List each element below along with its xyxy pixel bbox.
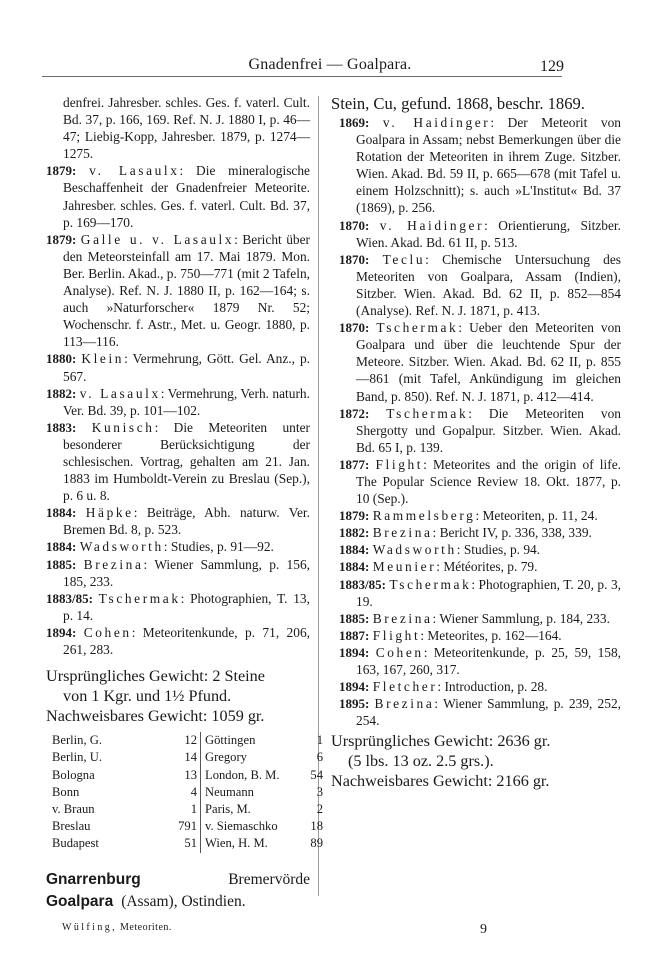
collection-weight: 2: [316, 801, 323, 816]
collection-weight: 4: [190, 784, 197, 799]
right-bibliography: [339, 114, 621, 729]
page-footer: [62, 922, 172, 933]
running-title: Gnadenfrei — Goalpara.: [248, 56, 412, 73]
entry-year: 1884:: [46, 505, 77, 521]
entry-text: : Wiener Sammlung, p. 239, 252, 254.: [356, 696, 621, 729]
collection-name: Neumann: [205, 784, 254, 799]
bibliography-entry: [339, 251, 621, 319]
entry-text: : Vermehrung, Gött. Gel. Anz., p. 567.: [63, 351, 310, 384]
entry-author: v. Haidinger: [379, 217, 485, 233]
entry-year: 1885:: [339, 610, 370, 626]
collection-weight: 6: [316, 750, 323, 765]
left-weights: [46, 666, 310, 726]
collection-name: Berlin, G.: [52, 733, 103, 748]
collection-name: v. Siemaschko: [205, 819, 278, 834]
entry-author: Tschermak: [386, 405, 469, 421]
collection-weight: 1: [190, 801, 197, 816]
bibliography-entry: [339, 524, 621, 541]
entry-year: 1883/85:: [339, 576, 386, 592]
entry-year: 1877:: [339, 456, 370, 472]
bibliography-entry: [46, 231, 310, 351]
collections-table: [52, 732, 323, 852]
entry-text: : Meteoritenkunde, p. 25, 59, 158, 163, 167, 260, 317.: [356, 644, 621, 677]
entry-year: 1894:: [46, 624, 77, 640]
collection-weight: 14: [184, 750, 197, 765]
bibliography-entry: [46, 556, 310, 590]
bibliography-entry: [339, 576, 621, 610]
entry-year: 1870:: [339, 217, 370, 233]
bibliography-entry: [46, 385, 310, 419]
entry-year: 1869:: [339, 115, 370, 130]
bibliography-entry: [339, 627, 621, 644]
entry-author: Kunisch: [91, 419, 155, 435]
entry-author: Teclu: [382, 251, 426, 267]
entry-text: : Beiträge, Abh. naturw. Ver. Bremen Bd. 8, p. 523.: [63, 505, 310, 538]
collection-weight: 3: [316, 784, 323, 799]
entry-text: : Photographien, T. 20, p. 3, 19.: [356, 576, 621, 609]
entry-author: Brezina: [372, 610, 433, 626]
bibliography-entry: [339, 558, 621, 575]
original-weight: Ursprüngliches Gewicht: 2636 gr.: [331, 732, 551, 751]
entry-year: 1884:: [339, 542, 370, 558]
entry-year: 1885:: [46, 556, 77, 572]
collection-weight: 1: [316, 733, 323, 748]
entry-year: 1894:: [339, 644, 370, 660]
entry-year: 1880:: [46, 351, 77, 367]
entry-author: v. Lasaulx: [89, 163, 180, 179]
entry-year: 1879:: [339, 508, 370, 524]
entry-text: : Introduction, p. 28.: [437, 679, 548, 695]
entry-year: 1884:: [46, 539, 77, 555]
entry-author: Flight: [372, 627, 421, 643]
bibliography-entry: [339, 610, 621, 627]
collection-name: Wien, H. M.: [205, 836, 268, 851]
collection-name: Budapest: [52, 836, 99, 851]
entry-author: Tschermak: [389, 576, 472, 592]
entry-year: 1887:: [339, 627, 370, 643]
verifiable-weight: Nachweisbares Gewicht: 1059 gr.: [46, 707, 265, 726]
entry-text: : Meteorites and the origin of life. The Popular Science Review 18. Okt. 1877, p. 10 (Sep.).: [356, 456, 621, 507]
locality-name: Gnarrenburg: [46, 870, 141, 888]
entry-text: : Wiener Sammlung, p. 184, 233.: [432, 610, 610, 626]
bibliography-entry: [46, 590, 310, 624]
collection-name: Paris, M.: [205, 801, 251, 816]
entry-year: 1883:: [46, 419, 77, 435]
entry-author: v. Haidinger: [382, 115, 491, 130]
left-column: [46, 94, 323, 913]
bibliography-entry: [339, 507, 621, 524]
collection-weight: 13: [184, 767, 197, 782]
entry-text: : Bericht IV, p. 336, 338, 339.: [432, 525, 592, 541]
bibliography-entry: [339, 678, 621, 695]
entry-author: Tschermak: [376, 320, 459, 336]
original-weight: Ursprüngliches Gewicht: 2 Steine: [46, 667, 265, 686]
entry-text: : Meteorites, p. 162—164.: [420, 627, 562, 643]
collection-name: Breslau: [52, 819, 91, 834]
entry-author: Tschermak: [98, 590, 181, 606]
entry-year: 1894:: [339, 679, 370, 695]
entry-author: Fletcher: [372, 679, 438, 695]
entry-year: 1870:: [339, 251, 370, 267]
locality-row: [46, 869, 310, 891]
left-bibliography: [46, 162, 310, 658]
entry-year: 1884:: [339, 559, 370, 575]
original-weight-cont: von 1 Kgr. und 1½ Pfund.: [63, 687, 232, 706]
bibliography-entry: [46, 504, 310, 538]
collection-name: London, B. M.: [205, 767, 280, 782]
signature-mark: 9: [480, 922, 487, 937]
entry-author: Häpke: [85, 505, 134, 521]
entry-year: 1879:: [46, 163, 77, 179]
right-column: [331, 94, 621, 791]
entry-year: 1895:: [339, 696, 370, 712]
entry-text: : Der Meteorit von Goalpara in Assam; nebst Bemerkungen über die Rotation der Meteoriten in ihrem Zuge. Sitzber. Wien. Akad. Bd. 59 II, p. 665—678 (mit Tafel u. einem Holzschnitt); s. auch »L'Institut« Bd. 37 (1869), p. 256.: [356, 115, 622, 216]
entry-author: Wadsworth: [79, 539, 164, 555]
verifiable-weight: Nachweisbares Gewicht: 2166 gr.: [331, 772, 550, 791]
entry-year: 1882:: [46, 385, 77, 401]
bibliography-entry: [339, 114, 621, 217]
bibliography-entry: [339, 695, 621, 729]
entry-text: : Ueber den Meteoriten von Goalpara und über die leuchtende Spur der Meteore. Sitzber. Wien. Akad. Bd. 62 II, p. 855—861 (mit Tafel, Ankündigung im gleichen Band, p. 850). Ref. N. J. 1871, p. 412—414.: [356, 320, 621, 404]
bibliography-entry: [339, 319, 621, 404]
entry-text: : Meteoriten, p. 11, 24.: [475, 508, 598, 524]
locality-row: [46, 891, 310, 913]
entry-text: : Wiener Sammlung, p. 156, 185, 233.: [63, 556, 310, 589]
footer-author: Wülfing,: [62, 922, 118, 933]
entry-author: Brezina: [372, 525, 433, 541]
collection-name: Göttingen: [205, 733, 256, 748]
bibliography-entry: [46, 419, 310, 504]
entry-text: : Photographien, T. 13, p. 14.: [63, 590, 310, 623]
entry-year: 1882:: [339, 525, 370, 541]
collection-weight: 54: [310, 767, 323, 782]
entry-author: Flight: [375, 456, 424, 472]
entry-text: : Die mineralogische Beschaffenheit der Gnadenfreier Meteorite. Jahresber. schles. Ges. f. vaterl. Cult. Bd. 37, p. 169—170.: [63, 163, 310, 230]
entry-text: : Studies, p. 94.: [456, 542, 541, 558]
entry-author: Meunier: [372, 559, 437, 575]
entry-text: : Bericht über den Meteorsteinfall am 17. Mai 1879. Mon. Ber. Berlin. Akad., p. 750—771 (mit 2 Tafeln, Analyse). Ref. N. J. 1880 II, p. 162—164; s. auch »Naturforscher« 1879 Nr. 52; Wochenschr. f. Astr., Met. u. Geogr. 1880, p. 113—116.: [63, 231, 310, 350]
bibliography-entry: [339, 456, 621, 507]
bibliography-entry: [46, 162, 310, 230]
locality-detail: Bremervörde: [228, 870, 310, 888]
entry-text: : Vermehrung, Verh. naturh. Ver. Bd. 39, p. 101—102.: [63, 385, 310, 418]
collection-name: Bologna: [52, 767, 95, 782]
entry-author: Wadsworth: [372, 542, 457, 558]
collection-name: Gregory: [205, 750, 247, 765]
bibliography-entry: [339, 644, 621, 678]
entry-text: : Chemische Untersuchung des Meteoriten von Goalpara, Assam (Indien), Sitzber. Wien. Akad. Bd. 62 II, p. 852—854 (Analyse). Ref. N. J. 1871, p. 413.: [356, 251, 621, 319]
entry-year: 1872:: [339, 405, 370, 421]
entry-author: Cohen: [83, 624, 132, 640]
collection-weight: 18: [310, 819, 323, 834]
collection-weight: 791: [178, 819, 197, 834]
locality-detail: (Assam), Ostindien.: [121, 892, 246, 910]
collection-weight: 12: [184, 733, 197, 748]
entry-text: : Meteoritenkunde, p. 71, 206, 261, 283.: [63, 624, 310, 657]
entry-text: : Météorites, p. 79.: [436, 559, 538, 575]
bibliography-entry: [46, 624, 310, 658]
right-weights: [331, 731, 621, 791]
entry-text: : Orientierung, Sitzber. Wien. Akad. Bd. 61 II, p. 513.: [356, 217, 621, 250]
entry-year: 1870:: [339, 320, 370, 336]
entry-text: : Studies, p. 91—92.: [163, 539, 274, 555]
bibliography-entry: [46, 538, 310, 555]
entry-author: Galle u. v. Lasaulx: [80, 231, 235, 247]
collection-weight: 51: [184, 836, 197, 851]
header-rule: [42, 76, 562, 77]
bibliography-entry: [339, 541, 621, 558]
entry-year: 1879:: [46, 231, 77, 247]
entry-author: Cohen: [375, 644, 424, 660]
footer-title: Meteoriten.: [120, 922, 172, 933]
bibliography-entry: [339, 217, 621, 251]
locality-name: Goalpara: [46, 892, 114, 910]
meteorite-intro: Stein, Cu, gefund. 1868, beschr. 1869.: [331, 94, 585, 113]
entry-text: : Die Meteoriten von Shergotty und Gopalpur. Sitzber. Wien. Akad. Bd. 65 I, p. 139.: [356, 405, 621, 455]
entry-author: Klein: [81, 351, 125, 367]
bibliography-entry: [46, 350, 310, 384]
entry-author: Brezina: [374, 696, 435, 712]
entry-author: Rammelsberg: [372, 508, 476, 524]
collection-name: Berlin, U.: [52, 750, 103, 765]
collection-name: v. Braun: [52, 801, 95, 816]
entry-text: : Die Meteoriten unter besonderer Berücksichtigung der schlesischen. Vortrag, gehalten am 21. Jan. 1883 im Humboldt-Verein zu Breslau (Sep.), p. 6 u. 8.: [63, 419, 310, 504]
page-number: 129: [540, 58, 564, 75]
continuation-text: denfrei. Jahresber. schles. Ges. f. vaterl. Cult. Bd. 37, p. 166, 169. Ref. N. J. 1880 I, p. 46—47; Liebig-Kopp, Jahresber. 1879, p. 1274—1275.: [63, 95, 310, 162]
collection-name: Bonn: [52, 784, 80, 799]
bibliography-entry: [339, 405, 621, 456]
collection-weight: 89: [310, 836, 323, 851]
entry-year: 1883/85:: [46, 590, 93, 606]
original-weight-cont: (5 lbs. 13 oz. 2.5 grs.).: [348, 752, 494, 771]
entry-author: Brezina: [83, 556, 144, 572]
locality-headings: [46, 869, 310, 913]
entry-author: v. Lasaulx: [79, 385, 161, 401]
